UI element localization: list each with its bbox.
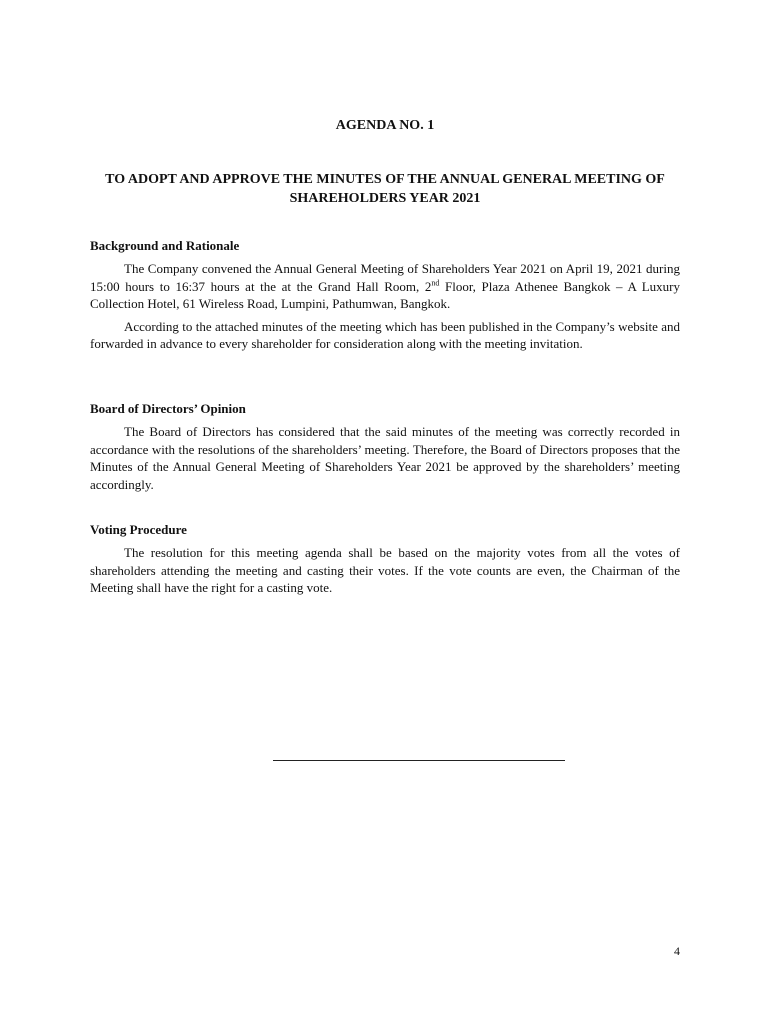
ordinal-suffix: nd: [431, 278, 440, 288]
page-number: 4: [674, 944, 680, 958]
board-opinion-heading: Board of Directors’ Opinion: [90, 401, 246, 416]
background-p1-text-a: The Company convened the Annual General Meeting of Shareholders Year 2021 on April 19, 2021 during 15:00 hours to 16:37 hours at the at the Grand Hall Room, 2: [90, 261, 680, 294]
voting-heading: Voting Procedure: [90, 522, 187, 537]
background-paragraph-1: [90, 260, 680, 313]
background-p1-text-b: Floor, Plaza Athenee Bangkok – A Luxury Collection Hotel, 61 Wireless Road, Lumpini, Pathumwan, Bangkok.: [90, 278, 681, 311]
voting-section: [90, 522, 680, 602]
agenda-title: TO ADOPT AND APPROVE THE MINUTES OF THE ANNUAL GENERAL MEETING OF SHAREHOLDERS YEAR 2021: [105, 172, 665, 206]
voting-paragraph: The resolution for this meeting agenda shall be based on the majority votes from all the votes of shareholders attending the meeting and casting their votes. If the vote counts are even, the Chairman of the Meeting shall have the right for a casting vote.: [90, 545, 680, 595]
background-section: [90, 238, 680, 358]
board-opinion-paragraph: The Board of Directors has considered that the said minutes of the meeting was correctly recorded in accordance with the resolutions of the shareholders’ meeting. Therefore, the Board of Directors proposes that the Minutes of the Annual General Meeting of Shareholders Year 2021 be approved by the shareholders’ meeting accordingly.: [90, 424, 680, 492]
agenda-number: AGENDA NO. 1: [335, 118, 435, 133]
background-heading: Background and Rationale: [90, 238, 240, 253]
background-paragraph-2: According to the attached minutes of the meeting which has been published in the Company’s website and forwarded in advance to every shareholder for consideration along with the meeting invitation.: [90, 318, 680, 351]
board-opinion-section: [90, 401, 680, 498]
end-divider-line: [273, 760, 565, 761]
